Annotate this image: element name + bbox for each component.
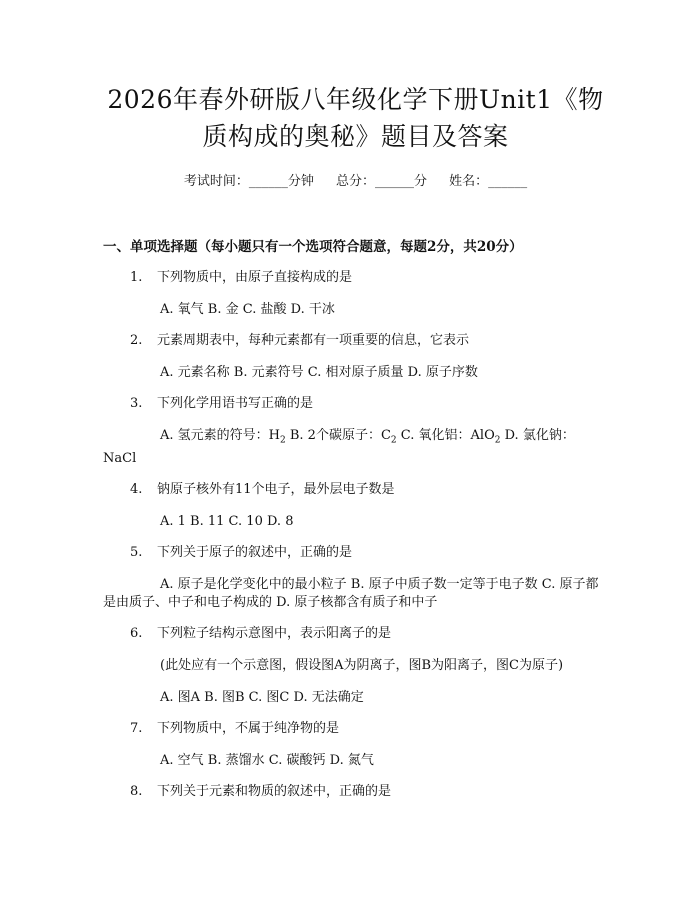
subscript: 2	[280, 435, 286, 446]
section-heading: 一、单项选择题（每小题只有一个选项符合题意，每题2分，共20分）	[103, 239, 523, 255]
question-text: 下列物质中，不属于纯净物的是	[157, 720, 340, 736]
option-d: D. 氯化钠：NaCl	[103, 428, 575, 466]
question-number: 3.	[130, 396, 143, 411]
question-3	[103, 395, 608, 413]
question-number: 6.	[130, 625, 143, 641]
question-1	[103, 269, 608, 287]
question-5-options: A. 原子是化学变化中的最小粒子 B. 原子中质子数一定等于电子数 C. 原子都是由质子、中子和电子构成的 D. 原子核都含有质子和中子	[103, 576, 599, 610]
question-text: 钠原子核外有11个电子，最外层电子数是	[157, 481, 395, 497]
page-title	[103, 0, 608, 155]
question-6-note: (此处应有一个示意图，假设图A为阴离子，图B为阳离子，图C为原子)	[160, 657, 564, 673]
subscript: 2	[390, 435, 397, 446]
question-number: 1.	[130, 270, 143, 285]
option-a: A. 氢元素的符号：H	[160, 428, 280, 443]
exam-total-score: 总分：______分	[335, 174, 427, 189]
question-number: 8.	[130, 783, 143, 799]
question-7	[103, 720, 608, 738]
subscript: 2	[494, 435, 501, 446]
question-text: 下列化学用语书写正确的是	[157, 396, 314, 411]
question-4	[103, 481, 608, 499]
question-6-options: A. 图A B. 图B C. 图C D. 无法确定	[160, 689, 364, 705]
title-line-2: 质构成的奥秘》题目及答案	[202, 122, 509, 151]
option-c: C. 氧化铝：AlO	[396, 428, 495, 443]
question-8	[103, 783, 608, 801]
exam-time: 考试时间：______分钟	[183, 174, 314, 189]
question-2	[103, 332, 608, 350]
exam-meta	[103, 173, 608, 191]
question-6	[103, 625, 608, 643]
question-7-options: A. 空气 B. 蒸馏水 C. 碳酸钙 D. 氮气	[160, 752, 374, 768]
student-name: 姓名：______	[449, 174, 528, 189]
question-number: 4.	[130, 481, 143, 497]
option-b: B. 2个碳原子：C	[285, 428, 391, 443]
question-2-options: A. 元素名称 B. 元素符号 C. 相对原子质量 D. 原子序数	[160, 365, 478, 380]
title-line-1: 2026年春外研版八年级化学下册Unit1《物	[107, 85, 604, 114]
question-3-options	[103, 427, 608, 468]
question-text: 下列关于原子的叙述中，正确的是	[157, 544, 353, 560]
question-text: 下列物质中，由原子直接构成的是	[157, 270, 353, 285]
question-4-options: A. 1 B. 11 C. 10 D. 8	[160, 513, 294, 529]
question-number: 2.	[130, 333, 143, 348]
question-number: 5.	[130, 544, 143, 560]
question-number: 7.	[130, 720, 143, 736]
question-5	[103, 544, 608, 562]
question-1-options: A. 氧气 B. 金 C. 盐酸 D. 干冰	[160, 302, 335, 317]
question-text: 下列关于元素和物质的叙述中，正确的是	[157, 783, 392, 799]
question-text: 元素周期表中，每种元素都有一项重要的信息，它表示	[157, 333, 470, 348]
question-text: 下列粒子结构示意图中，表示阳离子的是	[157, 625, 392, 641]
